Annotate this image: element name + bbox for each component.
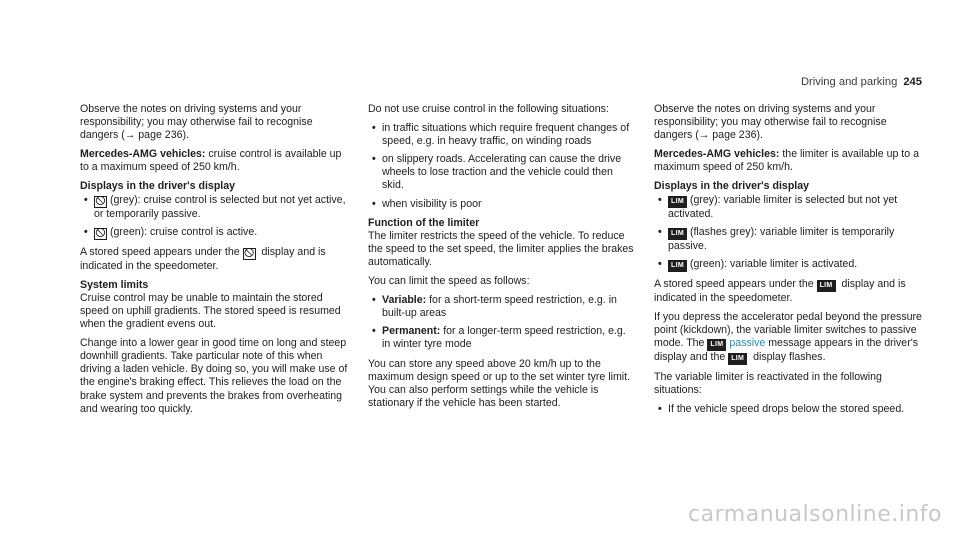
limiter-states-list	[654, 194, 922, 272]
passive-message: passive	[729, 337, 766, 350]
mode-label: Permanent:	[382, 325, 441, 338]
column-limiter-displays	[654, 103, 922, 422]
stored-speed-note	[80, 246, 348, 273]
do-not-use-list	[368, 122, 636, 211]
section-heading-displays: Displays in the driver's display	[80, 180, 236, 193]
lim-icon: LIM	[668, 228, 687, 240]
mode-label: Variable:	[382, 294, 427, 307]
lim-icon: LIM	[817, 280, 836, 292]
amg-text: cruise control is available up to a maximum speed of 250 km/h.	[80, 148, 342, 174]
amg-text: the limiter is available up to a maximum speed of 250 km/h.	[654, 148, 919, 174]
column-limiter	[368, 103, 636, 416]
list-item	[654, 194, 922, 221]
list-item-text: (green): cruise control is active.	[110, 225, 258, 238]
amg-note	[80, 148, 348, 174]
limit-intro: You can limit the speed as follows:	[368, 275, 530, 288]
lim-icon: LIM	[707, 339, 726, 351]
list-item-text: (green): variable limiter is activated.	[689, 257, 858, 270]
kickdown-note	[654, 311, 922, 365]
column-cruise-control	[80, 103, 348, 422]
do-not-use-intro: Do not use cruise control in the following situations:	[368, 103, 609, 115]
stored-speed-note	[654, 278, 922, 305]
text-fragment: A stored speed appears under the	[654, 277, 817, 290]
text-fragment: display and is indicated in the speedometer.	[654, 277, 906, 304]
watermark: carmanualsonline.info	[688, 501, 942, 527]
list-item: • If the vehicle speed drops below the stored speed.	[654, 403, 922, 416]
list-item: • when visibility is poor	[368, 198, 636, 211]
text-fragment: If you depress the accelerator pedal beyond the pressure point (kickdown), the variable limiter switches to passive mode. The	[654, 310, 922, 350]
cruise-control-icon: 🛇	[243, 247, 255, 259]
section-heading-displays: Displays in the driver's display	[654, 180, 810, 193]
text-fragment: display flashes.	[750, 351, 826, 364]
running-header	[801, 76, 922, 89]
limiter-description: The limiter restricts the speed of the vehicle. To reduce the speed to the set speed, the limiter applies the brakes automatically.	[368, 229, 634, 268]
list-item	[80, 194, 348, 221]
text-fragment: A stored speed appears under the	[80, 245, 243, 258]
mode-text: for a longer-term speed restriction, e.g. in winter tyre mode	[382, 325, 626, 351]
list-item: • on slippery roads. Accelerating can cause the drive wheels to lose traction and the vehicle could then skid.	[368, 153, 636, 192]
amg-note	[654, 148, 922, 174]
lim-icon: LIM	[668, 260, 687, 272]
list-item	[654, 226, 922, 253]
list-item-text: (grey): variable limiter is selected but not yet activated.	[668, 193, 898, 220]
downhill-note: Change into a lower gear in good time on long and steep downhill gradients. Take particular note of this when driving a laden vehicle. By doing so, you will make use of the engine's braking effect. This relieves the load on the brake system and prevents the brakes from overheating and wearing too quickly.	[80, 337, 348, 415]
lim-icon: LIM	[728, 353, 747, 365]
list-item	[80, 226, 348, 240]
safety-note: Observe the notes on driving systems and your responsibility; you may otherwise fail to recognise dangers (→ page 236).	[80, 103, 313, 142]
section-heading-limiter: Function of the limiter	[368, 216, 480, 229]
page-number: 245	[903, 76, 922, 88]
section-heading-system-limits: System limits	[80, 278, 149, 291]
cruise-control-icon: 🛇	[95, 195, 106, 207]
cruise-control-icon: 🛇	[95, 227, 106, 239]
section-title: Driving and parking	[800, 76, 898, 88]
mode-text: for a short-term speed restriction, e.g. in built-up areas	[382, 294, 617, 320]
list-item-text: (flashes grey): variable limiter is temporarily passive.	[668, 225, 895, 252]
display-states-list	[80, 194, 348, 240]
text-fragment: display and is indicated in the speedometer.	[80, 245, 326, 272]
list-item	[368, 325, 636, 351]
list-item	[654, 258, 922, 272]
list-item: • in traffic situations which require frequent changes of speed, e.g. in heavy traffic, on winding roads	[368, 122, 636, 148]
text-fragment: message appears in the driver's display and the	[654, 337, 919, 364]
limit-modes-list	[368, 294, 636, 351]
amg-label: Mercedes-AMG vehicles:	[80, 148, 206, 161]
system-limits-text: Cruise control may be unable to maintain the stored speed on uphill gradients. The stored speed is resumed when the gradient evens out.	[80, 291, 341, 331]
reactivation-intro: The variable limiter is reactivated in the following situations:	[654, 371, 882, 397]
store-speed-note: You can store any speed above 20 km/h up to the maximum design speed or up to the set winter tyre limit. You can also perform settings while the vehicle is stationary if the vehicle has been started.	[368, 357, 631, 409]
reactivation-list	[654, 403, 922, 416]
list-item-text: (grey): cruise control is selected but not yet active, or temporarily passive.	[94, 193, 346, 220]
list-item	[368, 294, 636, 320]
lim-icon: LIM	[668, 196, 687, 208]
amg-label: Mercedes-AMG vehicles:	[654, 148, 780, 161]
safety-note: Observe the notes on driving systems and your responsibility; you may otherwise fail to recognise dangers (→ page 236).	[654, 103, 887, 142]
